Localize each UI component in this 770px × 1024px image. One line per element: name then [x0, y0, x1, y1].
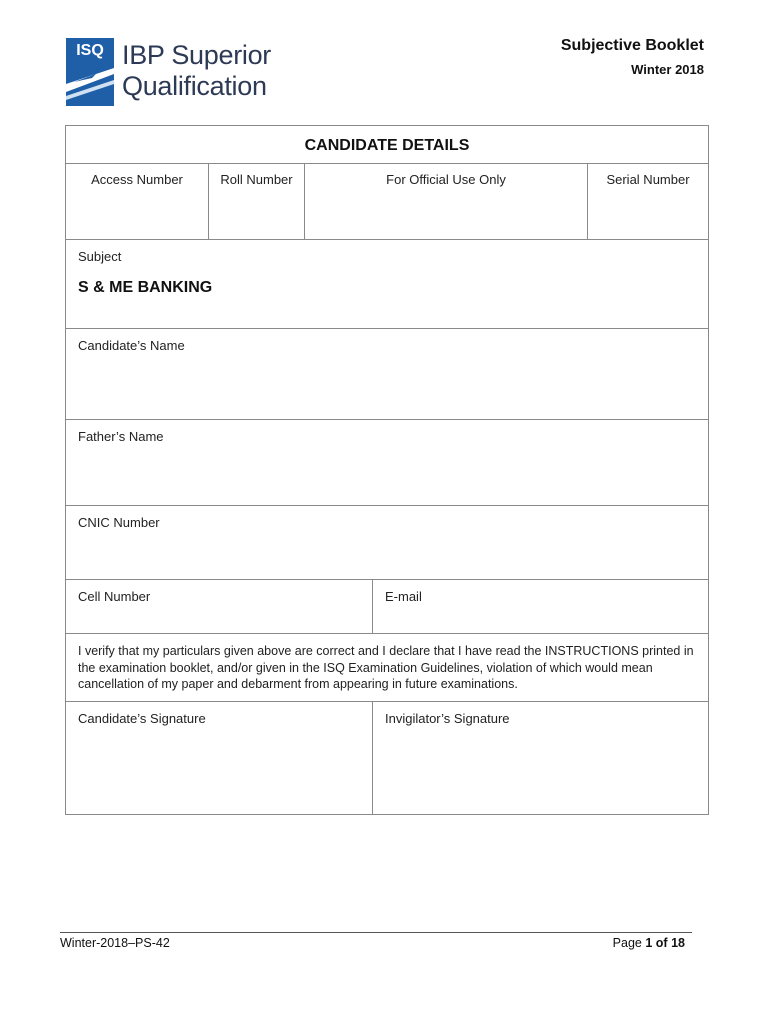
official-use-field: [304, 164, 587, 239]
roll-number-label: Roll Number: [220, 172, 293, 187]
page-prefix: Page: [612, 936, 642, 950]
invigilator-signature-label: Invigilator’s Signature: [385, 711, 510, 726]
candidate-name-label: Candidate’s Name: [78, 338, 185, 353]
cnic-number-field[interactable]: [66, 505, 708, 579]
signature-row: [66, 701, 708, 814]
official-use-label: For Official Use Only: [386, 172, 506, 187]
father-name-label: Father’s Name: [78, 429, 164, 444]
isq-logo: [66, 38, 271, 110]
footer-divider: [60, 932, 692, 933]
contact-row: [66, 579, 708, 633]
email-label: E-mail: [385, 589, 422, 604]
page-of: of: [655, 936, 668, 950]
cell-number-label: Cell Number: [78, 589, 151, 604]
candidate-signature-field[interactable]: [66, 702, 372, 814]
candidate-signature-label: Candidate’s Signature: [78, 711, 206, 726]
form-title-row: [66, 126, 708, 163]
access-number-label: Access Number: [91, 172, 183, 187]
footer-code: Winter-2018–PS-42: [60, 936, 170, 950]
candidate-details-form: [65, 125, 709, 815]
access-number-field[interactable]: [66, 164, 208, 239]
subject-row: [66, 239, 708, 328]
candidate-name-field[interactable]: [66, 328, 708, 419]
serial-number-label: Serial Number: [606, 172, 690, 187]
isq-logo-icon: [66, 38, 114, 106]
logo-wordmark: [122, 40, 271, 102]
father-name-field[interactable]: [66, 419, 708, 505]
roll-number-field[interactable]: [208, 164, 304, 239]
session-label: Winter 2018: [631, 62, 704, 77]
logo-line-1: IBP Superior: [122, 40, 271, 70]
page-total: 18: [671, 936, 685, 950]
page-number: [613, 936, 685, 950]
booklet-title: Subjective Booklet: [560, 37, 704, 54]
id-fields-row: [66, 163, 708, 239]
serial-number-field[interactable]: [587, 164, 708, 239]
subject-value: S & ME BANKING: [78, 279, 213, 296]
cnic-number-label: CNIC Number: [78, 515, 160, 530]
svg-text:ISQ: ISQ: [76, 42, 104, 59]
cell-number-field[interactable]: [66, 580, 372, 633]
form-title: CANDIDATE DETAILS: [304, 137, 470, 154]
declaration-row: [66, 633, 708, 701]
email-field[interactable]: [372, 580, 708, 633]
invigilator-signature-field[interactable]: [372, 702, 708, 814]
subject-label: Subject: [78, 249, 122, 264]
page-current: 1: [645, 936, 653, 950]
declaration-text: I verify that my particulars given above are correct and I declare that I have read the INSTRUCTIONS printed in the examination booklet, and/or given in the ISQ Examination Guidelines, violation of which would mean cancellation of my paper and debarment from appearing in future examinations.: [78, 644, 694, 691]
booklet-header: [561, 37, 704, 77]
logo-line-2: Qualification: [122, 71, 267, 101]
